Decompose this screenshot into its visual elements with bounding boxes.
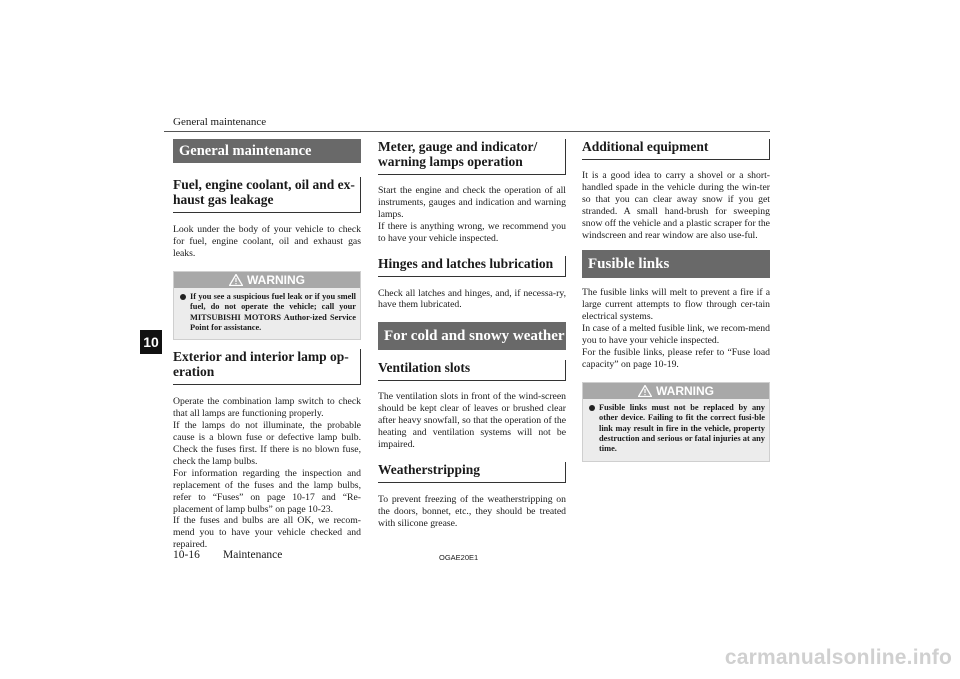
subheading-ventilation-slots: Ventilation slots — [378, 360, 566, 381]
warning-text-fusible-links: Fusible links must not be replaced by any other device. Failing to fit the correct fusi-ble link may result in fire in the vehicle, property destruction and serious or fatal injuries at any time. — [599, 402, 765, 454]
paragraph-ventilation: The ventilation slots in front of the wind-screen should be kept clear of leaves or brushed clear after heavy snowfall, so that the operation of the heating and ventilation systems will not be impaired. — [378, 391, 566, 450]
subheading-lamp-operation: Exterior and interior lamp op- eration — [173, 349, 361, 385]
bullet-icon — [180, 294, 186, 300]
paragraph-leak-check: Look under the body of your vehicle to check for fuel, engine coolant, oil and exhaust gas leaks. — [173, 224, 361, 259]
document-code: OGAE20E1 — [439, 553, 479, 562]
column-1 — [173, 139, 361, 551]
column-3 — [582, 139, 770, 462]
chapter-tab: 10 — [140, 330, 162, 354]
warning-text-fuel: If you see a suspicious fuel leak or if you smell fuel, do not operate the vehicle; call your MITSUBISHI MOTORS Author-ized Service Point for assistance. — [190, 291, 356, 332]
warning-box-fuel — [173, 271, 361, 341]
bullet-icon — [589, 405, 595, 411]
warning-label: WARNING — [247, 272, 305, 287]
paragraph-lamp-check: Operate the combination lamp switch to check that all lamps are functioning properly. If the lamps do not illuminate, the probable cause is a blown fuse or defective lamp bulb. Check the fuses first. If there is no blown fuse, check the lamp bulbs. For information regarding the inspection and replacement of the fuses and the lamp bulbs, refer to “Fuses” on page 10-17 and “Re-placement of lamp bulbs” on page 10-23. If the fuses and bulbs are all OK, we recom-mend you to have your vehicle checked and repaired. — [173, 396, 361, 551]
paragraph-weatherstripping: To prevent freezing of the weatherstripping on the doors, bonnet, etc., they should be treated with silicone grease. — [378, 493, 566, 529]
warning-triangle-icon — [638, 385, 652, 397]
running-head: General maintenance — [173, 116, 267, 128]
section-banner-general-maintenance: General maintenance — [173, 139, 361, 163]
paragraph-additional-equipment: It is a good idea to carry a shovel or a short-handled spade in the vehicle during the win-ter so that you can clear away snow if you get stranded. A small hand-brush for sweeping snow off the vehicle and a plastic scraper for the windscreen and rear window are also use-ful. — [582, 170, 770, 241]
header-rule — [164, 131, 770, 132]
warning-triangle-icon — [229, 274, 243, 286]
section-banner-fusible-links: Fusible links — [582, 250, 770, 278]
paragraph-hinges: Check all latches and hinges, and, if necessa-ry, have them lubricated. — [378, 287, 566, 311]
subheading-fuel-leakage: Fuel, engine coolant, oil and ex- haust gas leakage — [173, 177, 361, 213]
paragraph-fusible-links: The fusible links will melt to prevent a fire if a large current attempts to flow through cer-tain electrical systems. In case of a melted fusible link, we recom-mend you to have your vehicle inspected. For the fusible links, please refer to “Fuse load capacity” on page 10-19. — [582, 287, 770, 370]
warning-label: WARNING — [656, 383, 714, 398]
footer-section-name: Maintenance — [223, 549, 283, 561]
warning-box-fusible-links — [582, 382, 770, 462]
subheading-meter-gauge: Meter, gauge and indicator/ warning lamps operation — [378, 139, 566, 175]
warning-header — [174, 272, 360, 288]
page-number: 10-16 — [173, 549, 200, 561]
subheading-hinges-latches: Hinges and latches lubrication — [378, 256, 566, 277]
subheading-weatherstripping: Weatherstripping — [378, 462, 566, 483]
paragraph-meter-check: Start the engine and check the operation of all instruments, gauges and indication and warning lamps. If there is anything wrong, we recommend you to have your vehicle inspected. — [378, 185, 566, 244]
section-banner-cold-weather: For cold and snowy weather — [378, 322, 566, 350]
subheading-additional-equipment: Additional equipment — [582, 139, 770, 160]
watermark: carmanualsonline.info — [724, 646, 952, 669]
column-2 — [378, 139, 566, 530]
warning-header — [583, 383, 769, 399]
